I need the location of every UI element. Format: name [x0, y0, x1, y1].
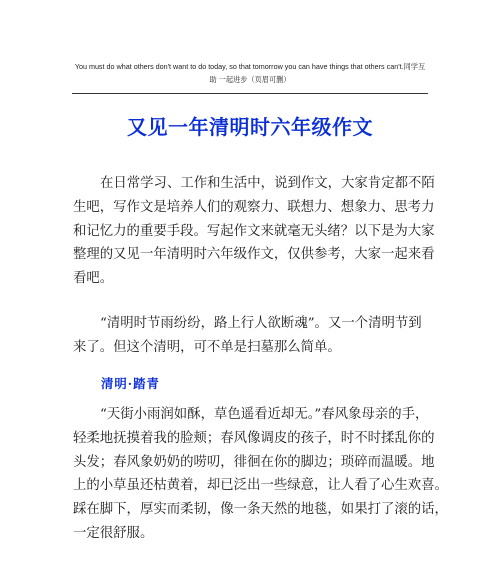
paragraph-1-line: 生吧，写作文是培养人们的观察力、联想力、想象力、思考力: [73, 199, 435, 215]
paragraph-1-line: 和记忆力的重要手段。写起作文来就毫无头绪？以下是为大家: [73, 223, 435, 239]
section-subheading: 清明·踏青: [101, 376, 160, 391]
paragraph-1-line: 在日常学习、工作和生活中，说到作文，大家肯定都不陌: [100, 176, 435, 191]
page-header: [72, 60, 428, 86]
paragraph-2-line: 来了。但这个清明，可不单是扫墓那么简单。: [73, 339, 341, 355]
paragraph-1-line: 看吧。: [73, 271, 114, 287]
paragraph-3-line: 踩在脚下，厚实而柔韧，像一条天然的地毯，如果打了滚的话，: [73, 502, 448, 518]
paragraph-3-line: 一定很舒服。: [73, 525, 154, 541]
header-line-1: You must do what others don't want to do today, so that tomorrow you can have things that others can't.同学互: [74, 62, 426, 71]
document-title: 又见一年清明时六年级作文: [127, 115, 373, 139]
paragraph-1: [73, 172, 435, 291]
paragraph-3: [73, 403, 448, 546]
paragraph-3-line: “天街小雨润如酥，草色遥看近却无。”春风象母亲的手，: [100, 407, 429, 422]
header-line-2: 助 一起进步（页眉可删）: [209, 75, 291, 84]
paragraph-3-line: 头发；春风象奶奶的唠叨，徘徊在你的脚边；琐碎而温暖。地: [73, 454, 435, 470]
header-divider: [72, 93, 428, 94]
paragraph-3-line: 上的小草虽还枯黄着，却已泛出一些绿意，让人看了心生欢喜。: [73, 478, 448, 494]
paragraph-2-line: “清明时节雨纷纷，路上行人欲断魂”。又一个清明节到: [100, 316, 422, 331]
paragraph-2: [73, 312, 428, 360]
paragraph-3-line: 轻柔地抚摸着我的脸颊；春风像调皮的孩子，时不时揉乱你的: [73, 430, 435, 446]
paragraph-1-line: 整理的又见一年清明时六年级作文，仅供参考，大家一起来看: [73, 247, 435, 263]
